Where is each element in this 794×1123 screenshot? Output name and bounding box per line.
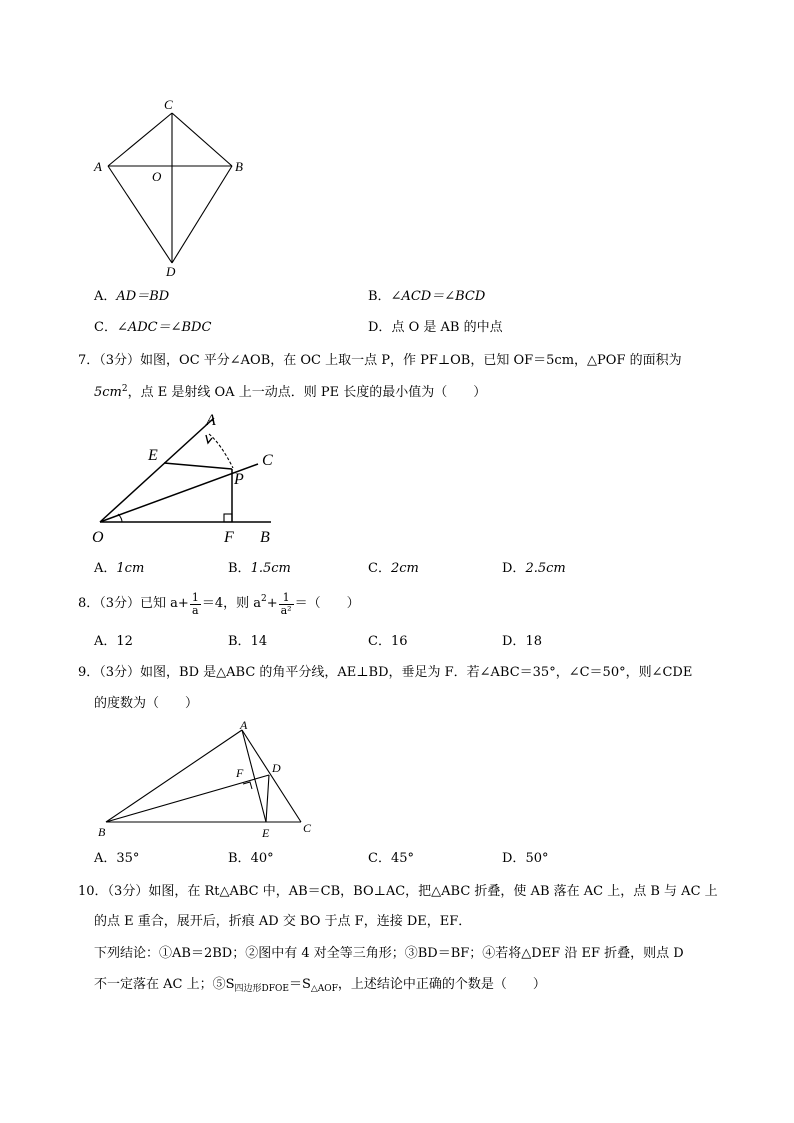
q8-option-d: D．18 (502, 634, 542, 649)
q9-stem-line1: 9．（3分）如图，BD 是△ABC 的角平分线，AE⊥BD，垂足为 F．若∠ABC＝35°，∠C＝50°，则∠CDE (78, 665, 693, 680)
q7-label-p: P (234, 471, 244, 488)
q9-label-b: B (98, 825, 106, 839)
q9-option-a: A．35° (94, 851, 140, 866)
q8-fraction-2: $\frac{1}{\text{a²}}$ (280, 590, 292, 617)
q9-triangle-figure (92, 718, 322, 840)
q9-option-c: C．45° (368, 851, 414, 866)
q8-option-b: B．14 (228, 634, 268, 649)
q7-option-c: C．2cm (368, 561, 419, 576)
q7-label-c: C (262, 452, 273, 469)
q6-label-d: D (166, 264, 176, 279)
q6-label-a: A (94, 159, 102, 174)
q9-label-e: E (262, 826, 270, 840)
q8-option-c: C．16 (368, 634, 408, 649)
q9-option-b: B．40° (228, 851, 274, 866)
q7-option-b: B．1.5cm (228, 561, 291, 576)
q6-option-c: C．∠ADC＝∠BDC (94, 320, 212, 335)
q7-label-o: O (92, 529, 104, 546)
q9-label-d: D (272, 761, 281, 775)
q10-stem-line3: 下列结论：①AB＝2BD；②图中有 4 对全等三角形；③BD＝BF；④若将△DEF 沿 EF 折叠，则点 D (94, 946, 684, 961)
q10-stem-line2: 的点 E 重合，展开后，折痕 AD 交 BO 于点 F，连接 DE，EF． (94, 914, 472, 929)
q8-fraction-1: $\frac{1}{a}$ (191, 590, 199, 617)
q6-kite-figure (88, 95, 258, 280)
q6-label-c: C (164, 97, 173, 112)
q7-option-a: A．1cm (94, 561, 145, 576)
q10-stem-line1: 10．（3分）如图，在 Rt△ABC 中，AB＝CB，BO⊥AC，把△ABC 折叠，使 AB 落在 AC 上，点 B 与 AC 上 (78, 884, 718, 899)
q6-option-b: B．∠ACD＝∠BCD (368, 289, 486, 304)
q7-stem-line1: 7．（3分）如图，OC 平分∠AOB，在 OC 上取一点 P，作 PF⊥OB，已知 OF＝5cm，△POF 的面积为 (78, 353, 682, 368)
q7-stem-line2: $5cm^2$，点 E 是射线 OA 上一动点．则 PE 长度的最小值为（ ） (94, 384, 487, 400)
q7-label-b: B (260, 529, 270, 546)
q9-stem-line2: 的度数为（ ） (94, 696, 199, 711)
q7-angle-figure (88, 410, 288, 550)
q7-label-a: A (206, 412, 216, 429)
q8-stem: 8．（3分）已知 a+ $\frac{1}{a}$ ＝4，则 a 2 + $\frac{1}{\text{a²}}$ ＝（ ） (78, 590, 360, 617)
q7-label-e: E (148, 447, 158, 464)
q7-option-d: D．2.5cm (502, 561, 566, 576)
q6-option-a: A．AD＝BD (94, 289, 170, 304)
q9-option-d: D．50° (502, 851, 549, 866)
q10-stem-line4: 不一定落在 AC 上；$⑤S_{四边形DFOE}=S_{\triangle AOF}$，上述结论中正确的个数是（ ） (94, 977, 546, 994)
q7-label-f: F (224, 529, 234, 546)
q9-label-a: A (240, 718, 248, 732)
q8-option-a: A．12 (94, 634, 133, 649)
q6-option-d: D．点 O 是 AB 的中点 (368, 320, 503, 335)
q9-label-f: F (236, 766, 244, 780)
q6-label-b: B (235, 159, 243, 174)
q9-label-c: C (303, 821, 312, 835)
q6-label-o: O (152, 169, 162, 184)
